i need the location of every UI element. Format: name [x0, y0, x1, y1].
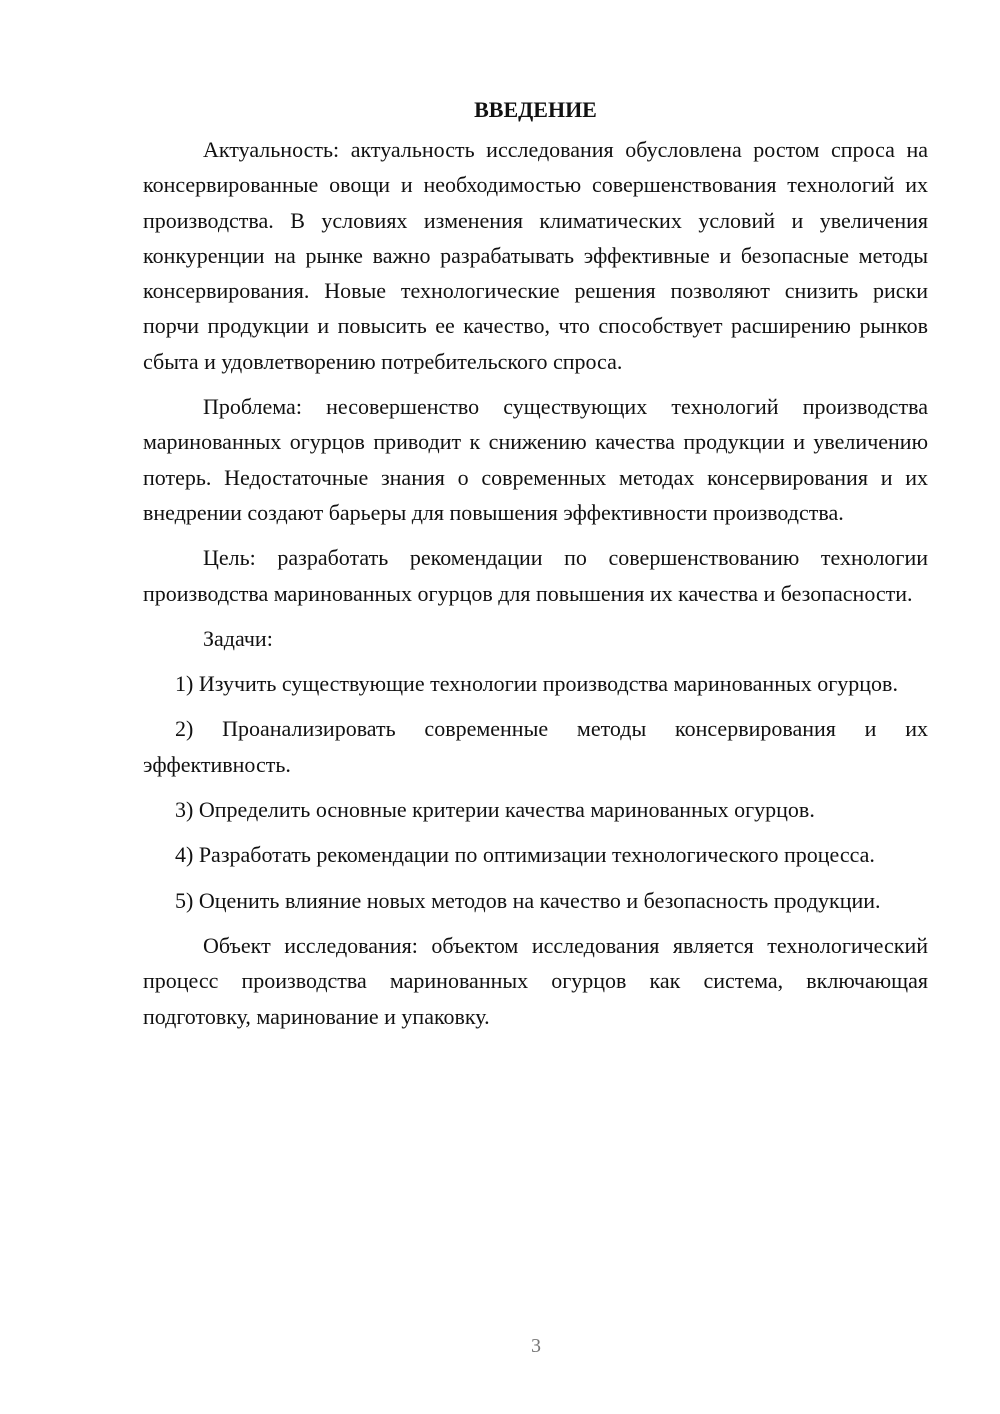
task-item-1: 1) Изучить существующие технологии производства маринованных огурцов.	[175, 671, 898, 697]
document-page	[143, 92, 928, 1034]
problem-paragraph: Проблема: несовершенство существующих технологий производства маринованных огурцов приводит к снижению качества продукции и увеличению потерь. Недостаточные знания о современных методах консервирования и их внедрении создают барьеры для повышения эффективности производства.	[143, 394, 928, 525]
object-paragraph: Объект исследования: объектом исследования является технологический процесс производства маринованных огурцов как система, включающая подготовку, маринование и упаковку.	[143, 932, 928, 1029]
goal-paragraph: Цель: разработать рекомендации по совершенствованию технологии производства маринованных огурцов для повышения их качества и безопасности.	[143, 545, 928, 606]
task-item-2: 2) Проанализировать современные методы консервирования и их эффективность.	[143, 716, 928, 777]
page-number: 3	[531, 1335, 541, 1357]
task-item-4: 4) Разработать рекомендации по оптимизации технологического процесса.	[175, 842, 875, 868]
section-title: ВВЕДЕНИЕ	[474, 97, 597, 122]
task-item-5: 5) Оценить влияние новых методов на качество и безопасность продукции.	[175, 887, 881, 913]
relevance-paragraph: Актуальность: актуальность исследования обусловлена ростом спроса на консервированные овощи и необходимостью совершенствования технологий их производства. В условиях изменения климатических условий и увеличения конкуренции на рынке важно разрабатывать эффективные и безопасные методы консервирования. Новые технологические решения позволяют снизить риски порчи продукции и повысить ее качество, что способствует расширению рынков сбыта и удовлетворению потребительского спроса.	[143, 137, 928, 374]
task-item-3: 3) Определить основные критерии качества маринованных огурцов.	[175, 797, 815, 823]
tasks-heading: Задачи:	[203, 625, 273, 651]
